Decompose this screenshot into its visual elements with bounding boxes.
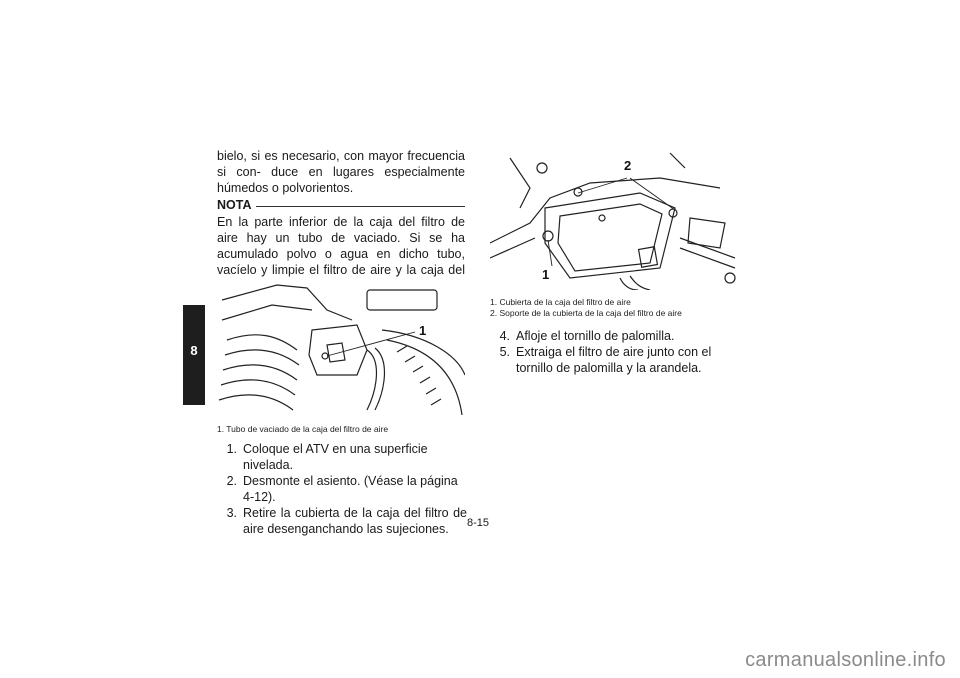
nota-label: NOTA: [217, 198, 256, 212]
drain-tube-illustration: [217, 280, 465, 415]
figure-callout-1: 1: [419, 323, 427, 338]
watermark-text: carmanualsonline.info: [745, 649, 946, 671]
page-number: 8-15: [467, 517, 490, 529]
step-3: 3. Retire la cubierta de la caja del filtro de aire desenganchando las sujeciones.: [226, 506, 467, 536]
airbox-cover-figure: [490, 148, 742, 290]
section-tab-number: 8: [190, 343, 198, 358]
caption-line-1: 1. Cubierta de la caja del filtro de aire: [490, 297, 631, 307]
intro-paragraph: bielo, si es necesario, con mayor frecuencia si con- duce en lugares especialmente húmedos o polvorientos.: [217, 149, 465, 195]
step-1: 1. Coloque el ATV en una superficie nivelada.: [226, 442, 428, 472]
steps-list-left: [217, 441, 467, 537]
nota-header: [217, 198, 465, 212]
step-5: 5. Extraiga el filtro de aire junto con el tornillo de palomilla y la arandela.: [499, 345, 712, 375]
airbox-cover-captions: [490, 297, 750, 319]
step-2: 2. Desmonte el asiento. (Véase la página 4-12).: [226, 474, 458, 504]
drain-tube-figure: [217, 280, 465, 415]
caption-line-2: 2. Soporte de la cubierta de la caja del filtro de aire: [490, 308, 682, 318]
drain-tube-caption: 1. Tubo de vaciado de la caja del filtro de aire: [217, 424, 389, 434]
figure-callout-2: 2: [624, 158, 632, 173]
airbox-cover-illustration: [490, 148, 742, 290]
nota-text: En la parte inferior de la caja del filtro de aire hay un tubo de vaciado. Si se ha acumulado polvo o agua en dicho tubo, vacíelo y limpie el filtro de aire y la caja del: [217, 215, 465, 277]
figure-callout-1-right: 1: [542, 267, 550, 282]
step-4: 4. Afloje el tornillo de palomilla.: [499, 329, 675, 343]
section-tab: [183, 305, 205, 405]
steps-list-right: [490, 328, 742, 376]
